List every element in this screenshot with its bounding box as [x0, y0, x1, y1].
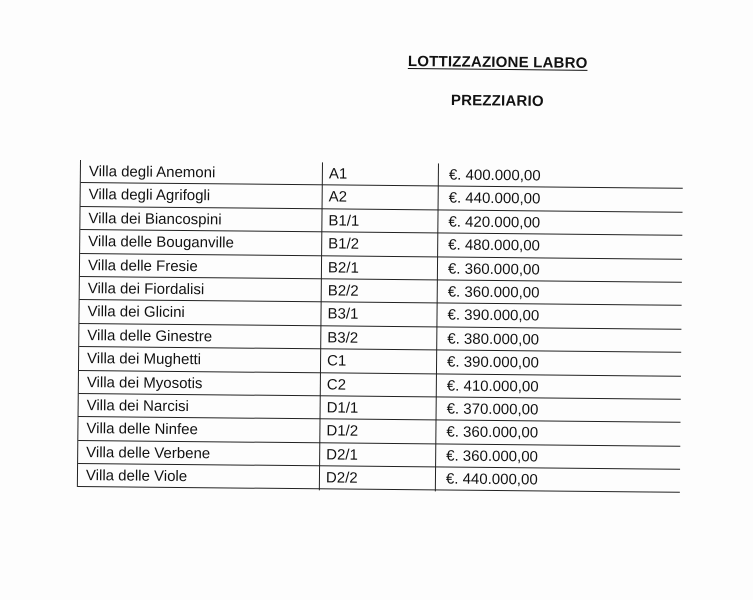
lot-code: C1 [327, 352, 347, 370]
villa-name: Villa dei Glicini [87, 303, 185, 322]
villa-name: Villa dei Myosotis [86, 373, 203, 392]
lot-code: B2/1 [327, 258, 359, 277]
villa-name: Villa delle Verbene [86, 443, 211, 462]
page-title: LOTTIZZAZIONE LABRO [407, 53, 588, 72]
lot-code: D2/1 [326, 446, 358, 464]
lot-code: A2 [328, 188, 348, 206]
price-value: €. 410.000,00 [446, 377, 539, 395]
price-value: €. 390.000,00 [446, 353, 539, 372]
villa-name: Villa delle Bouganville [88, 233, 234, 252]
price-value: €. 380.000,00 [447, 330, 540, 349]
price-value: €. 440.000,00 [448, 189, 541, 208]
price-value: €. 390.000,00 [447, 306, 540, 325]
table-row [78, 464, 680, 493]
price-value: €. 370.000,00 [446, 400, 539, 419]
villa-name: Villa degli Anemoni [88, 163, 216, 182]
price-value: €. 360.000,00 [446, 447, 539, 466]
villa-name: Villa dei Biancospini [88, 209, 222, 229]
villa-name: Villa delle Ninfee [86, 420, 198, 439]
villa-name: Villa delle Ginestre [87, 326, 213, 346]
price-value: €. 480.000,00 [448, 236, 541, 255]
lot-code: B3/1 [327, 305, 359, 324]
villa-name: Villa degli Agrifogli [88, 186, 211, 205]
price-value: €. 360.000,00 [446, 423, 539, 442]
lot-code: C2 [326, 375, 347, 394]
lot-code: D1/1 [326, 399, 359, 417]
lot-code: B2/2 [327, 282, 359, 300]
price-table [77, 160, 683, 493]
villa-name: Villa delle Viole [85, 467, 188, 486]
lot-code: B1/1 [328, 212, 360, 230]
lot-code: D2/2 [325, 469, 358, 487]
price-value: €. 400.000,00 [448, 166, 541, 185]
villa-name: Villa delle Fresie [87, 256, 198, 275]
lot-code: D1/2 [326, 422, 359, 440]
price-value: €. 360.000,00 [447, 283, 540, 302]
lot-code: B3/2 [327, 329, 359, 347]
price-value: €. 360.000,00 [447, 260, 540, 278]
price-value: €. 440.000,00 [445, 470, 538, 489]
price-table-rows [78, 160, 683, 493]
villa-name: Villa dei Narcisi [86, 396, 189, 415]
lot-code: A1 [328, 165, 348, 183]
villa-name: Villa dei Mughetti [87, 350, 202, 369]
price-value: €. 420.000,00 [448, 213, 541, 232]
lot-code: B1/2 [328, 235, 360, 253]
villa-name: Villa dei Fiordalisi [87, 280, 205, 299]
page-subtitle: PREZZIARIO [450, 92, 544, 110]
